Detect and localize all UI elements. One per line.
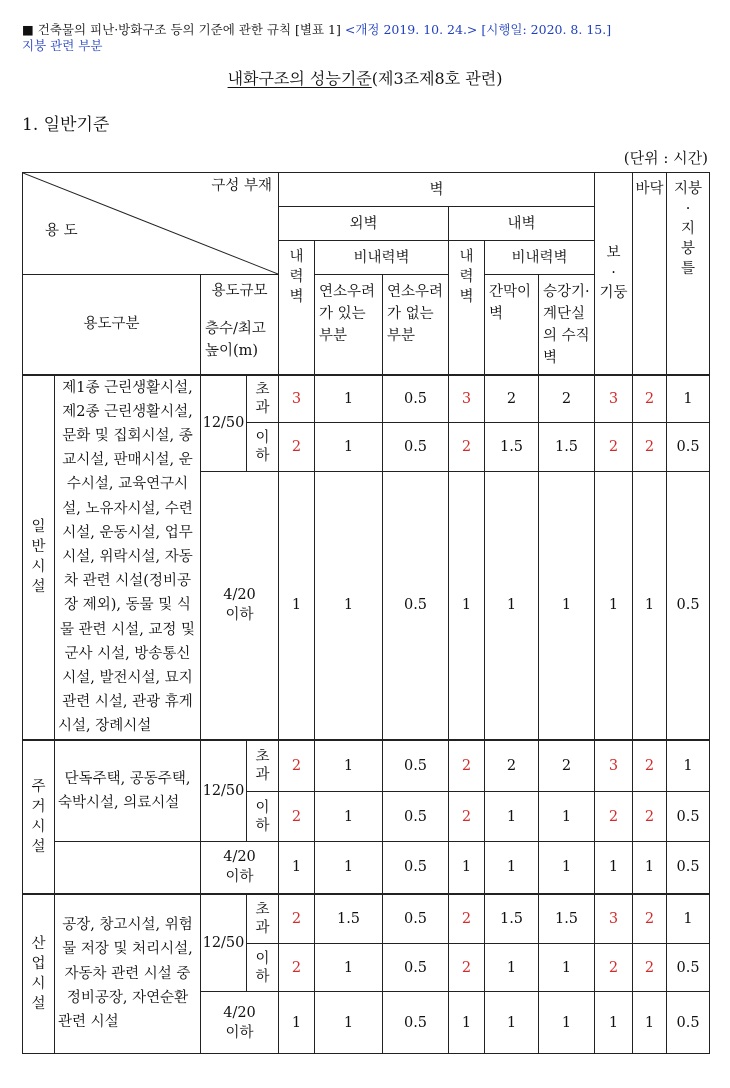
document-header xyxy=(22,22,712,54)
beam-column-header: 보 · 기둥 xyxy=(595,173,633,375)
cell: 1 xyxy=(539,471,595,739)
cell: 2 xyxy=(633,375,667,423)
cell: 1 xyxy=(485,842,539,894)
group-desc-general: 제1종 근린생활시설, 제2종 근린생활시설, 문화 및 집회시설, 종교시설, 판매시설, 운수시설, 교육연구시설, 노유자시설, 수련시설, 운동시설, 업무시설, 위락시설, 자동차 관련 시설(정비공장 제외), 동물 및 식물 관련 시설, 교정 및 군사 시설, 방송통신시설, 발전시설, 묘지 관련 시설, 관광 휴게시설, 장례시설 xyxy=(55,375,201,740)
title-ref: (제3조제8호 관련) xyxy=(371,69,503,88)
cell: 2 xyxy=(539,740,595,792)
cell: 2 xyxy=(633,894,667,944)
page-title xyxy=(0,66,730,89)
group-label-general: 일 반 시 설 xyxy=(23,375,55,740)
floor-header: 바닥 xyxy=(633,173,667,375)
cell: 0.5 xyxy=(383,471,449,739)
cell: 1 xyxy=(279,471,315,739)
cell: 1 xyxy=(315,471,383,739)
cell: 2 xyxy=(633,944,667,992)
cell: 1 xyxy=(485,992,539,1054)
fire-resistance-table xyxy=(22,172,710,1054)
scale-header: 용도규모 xyxy=(201,275,279,307)
scale-low-residential: 4/20 이하 xyxy=(201,842,279,894)
cell: 2 xyxy=(595,944,633,992)
cell: 0.5 xyxy=(667,842,710,894)
cell: 0.5 xyxy=(383,842,449,894)
header-amendment: <개정 2019. 10. 24.> [시행일: 2020. 8. 15.] xyxy=(344,22,612,37)
cell: 3 xyxy=(595,894,633,944)
cell: 0.5 xyxy=(383,992,449,1054)
under-label: 이 하 xyxy=(247,423,279,471)
cell: 2 xyxy=(595,423,633,471)
cell: 1 xyxy=(595,842,633,894)
under-label: 이 하 xyxy=(247,944,279,992)
cell: 1 xyxy=(595,471,633,739)
cell: 1 xyxy=(539,842,595,894)
cell: 1 xyxy=(667,375,710,423)
unit-label: (단위 : 시간) xyxy=(623,149,708,167)
cell: 2 xyxy=(595,792,633,842)
cell: 1 xyxy=(485,471,539,739)
cell: 2 xyxy=(279,423,315,471)
header-scope: 지붕 관련 부분 xyxy=(22,38,103,53)
cell: 1 xyxy=(449,992,485,1054)
cell: 2 xyxy=(633,740,667,792)
cell: 1 xyxy=(449,471,485,739)
cell: 3 xyxy=(449,375,485,423)
fire-risk-header: 연소우려가 있는 부분 xyxy=(315,275,383,375)
cell: 0.5 xyxy=(667,792,710,842)
cell: 1 xyxy=(539,792,595,842)
cell: 0.5 xyxy=(667,471,710,739)
group-label-industrial: 산 업 시 설 xyxy=(23,894,55,1054)
cell: 2 xyxy=(539,375,595,423)
cell: 1.5 xyxy=(539,423,595,471)
cell: 1 xyxy=(633,992,667,1054)
ext-bearing-header: 내 력 벽 xyxy=(279,241,315,375)
cell: 1 xyxy=(485,792,539,842)
cell: 2 xyxy=(279,944,315,992)
cell: 1 xyxy=(633,471,667,739)
cell: 2 xyxy=(449,423,485,471)
cell: 1 xyxy=(595,992,633,1054)
cell: 1 xyxy=(449,842,485,894)
cell: 2 xyxy=(485,740,539,792)
over-label: 초 과 xyxy=(247,375,279,423)
cell: 1 xyxy=(315,992,383,1054)
header-diagonal-cell xyxy=(23,173,279,275)
cell: 1 xyxy=(315,792,383,842)
cell: 3 xyxy=(595,740,633,792)
cell: 2 xyxy=(279,740,315,792)
cell: 0.5 xyxy=(667,423,710,471)
int-bearing-header: 내 력 벽 xyxy=(449,241,485,375)
cell: 1 xyxy=(315,740,383,792)
no-fire-risk-header: 연소우려가 없는 부분 xyxy=(383,275,449,375)
scale-low-general: 4/20 이하 xyxy=(201,471,279,739)
interior-wall-header: 내벽 xyxy=(449,207,595,241)
header-law-title: ■ 건축물의 피난·방화구조 등의 기준에 관한 규칙 [별표 1] xyxy=(22,22,341,37)
scale-general: 12/50 xyxy=(201,375,247,472)
cell: 1 xyxy=(667,740,710,792)
cell: 1 xyxy=(315,423,383,471)
section-heading: 1. 일반기준 xyxy=(22,115,110,135)
cell: 2 xyxy=(633,792,667,842)
cell: 3 xyxy=(279,375,315,423)
cell: 1.5 xyxy=(315,894,383,944)
cell: 0.5 xyxy=(667,992,710,1054)
cell: 2 xyxy=(449,944,485,992)
scale-low-industrial: 4/20 이하 xyxy=(201,992,279,1054)
cell: 0.5 xyxy=(383,423,449,471)
cell: 1 xyxy=(485,944,539,992)
floors-height-header: 층수/최고높이(m) xyxy=(201,307,279,375)
group-desc-industrial: 공장, 창고시설, 위험물 저장 및 처리시설, 자동차 관련 시설 중 정비공장, 자연순환 관련 시설 xyxy=(55,894,201,1054)
cell: 0.5 xyxy=(383,792,449,842)
cell: 1 xyxy=(279,992,315,1054)
cell: 2 xyxy=(449,894,485,944)
wall-header: 벽 xyxy=(279,173,595,207)
cell: 2 xyxy=(485,375,539,423)
cell: 1.5 xyxy=(485,423,539,471)
cell: 1.5 xyxy=(539,894,595,944)
cell: 1 xyxy=(539,944,595,992)
cell: 2 xyxy=(449,792,485,842)
cell: 2 xyxy=(279,894,315,944)
cell: 0.5 xyxy=(667,944,710,992)
title-main: 내화구조의 성능기준 xyxy=(227,69,372,88)
int-nonbearing-header: 비내력벽 xyxy=(485,241,595,275)
cell: 1 xyxy=(667,894,710,944)
cell: 2 xyxy=(279,792,315,842)
scale-residential: 12/50 xyxy=(201,740,247,842)
group-desc-residential: 단독주택, 공동주택, 숙박시설, 의료시설 xyxy=(55,740,201,842)
group-label-residential: 주 거 시 설 xyxy=(23,740,55,894)
under-label: 이 하 xyxy=(247,792,279,842)
cell: 1.5 xyxy=(485,894,539,944)
scale-industrial: 12/50 xyxy=(201,894,247,992)
cell: 1 xyxy=(539,992,595,1054)
over-label: 초 과 xyxy=(247,740,279,792)
cell: 1 xyxy=(279,842,315,894)
cell: 1 xyxy=(633,842,667,894)
cell: 2 xyxy=(449,740,485,792)
partition-header: 간막이벽 xyxy=(485,275,539,375)
cell: 0.5 xyxy=(383,375,449,423)
cell: 1 xyxy=(315,375,383,423)
cell: 1 xyxy=(315,842,383,894)
cell: 0.5 xyxy=(383,740,449,792)
cell: 2 xyxy=(633,423,667,471)
ext-nonbearing-header: 비내력벽 xyxy=(315,241,449,275)
cell: 0.5 xyxy=(383,944,449,992)
shaft-wall-header: 승강기·계단실의 수직벽 xyxy=(539,275,595,375)
component-label: 구성 부재 xyxy=(211,178,272,194)
exterior-wall-header: 외벽 xyxy=(279,207,449,241)
roof-header: 지붕 · 지 붕 틀 xyxy=(667,173,710,375)
use-class-header: 용도구분 xyxy=(23,275,201,375)
use-label: 용 도 xyxy=(45,223,78,239)
cell: 3 xyxy=(595,375,633,423)
cell: 0.5 xyxy=(383,894,449,944)
over-label: 초 과 xyxy=(247,894,279,944)
cell: 1 xyxy=(315,944,383,992)
